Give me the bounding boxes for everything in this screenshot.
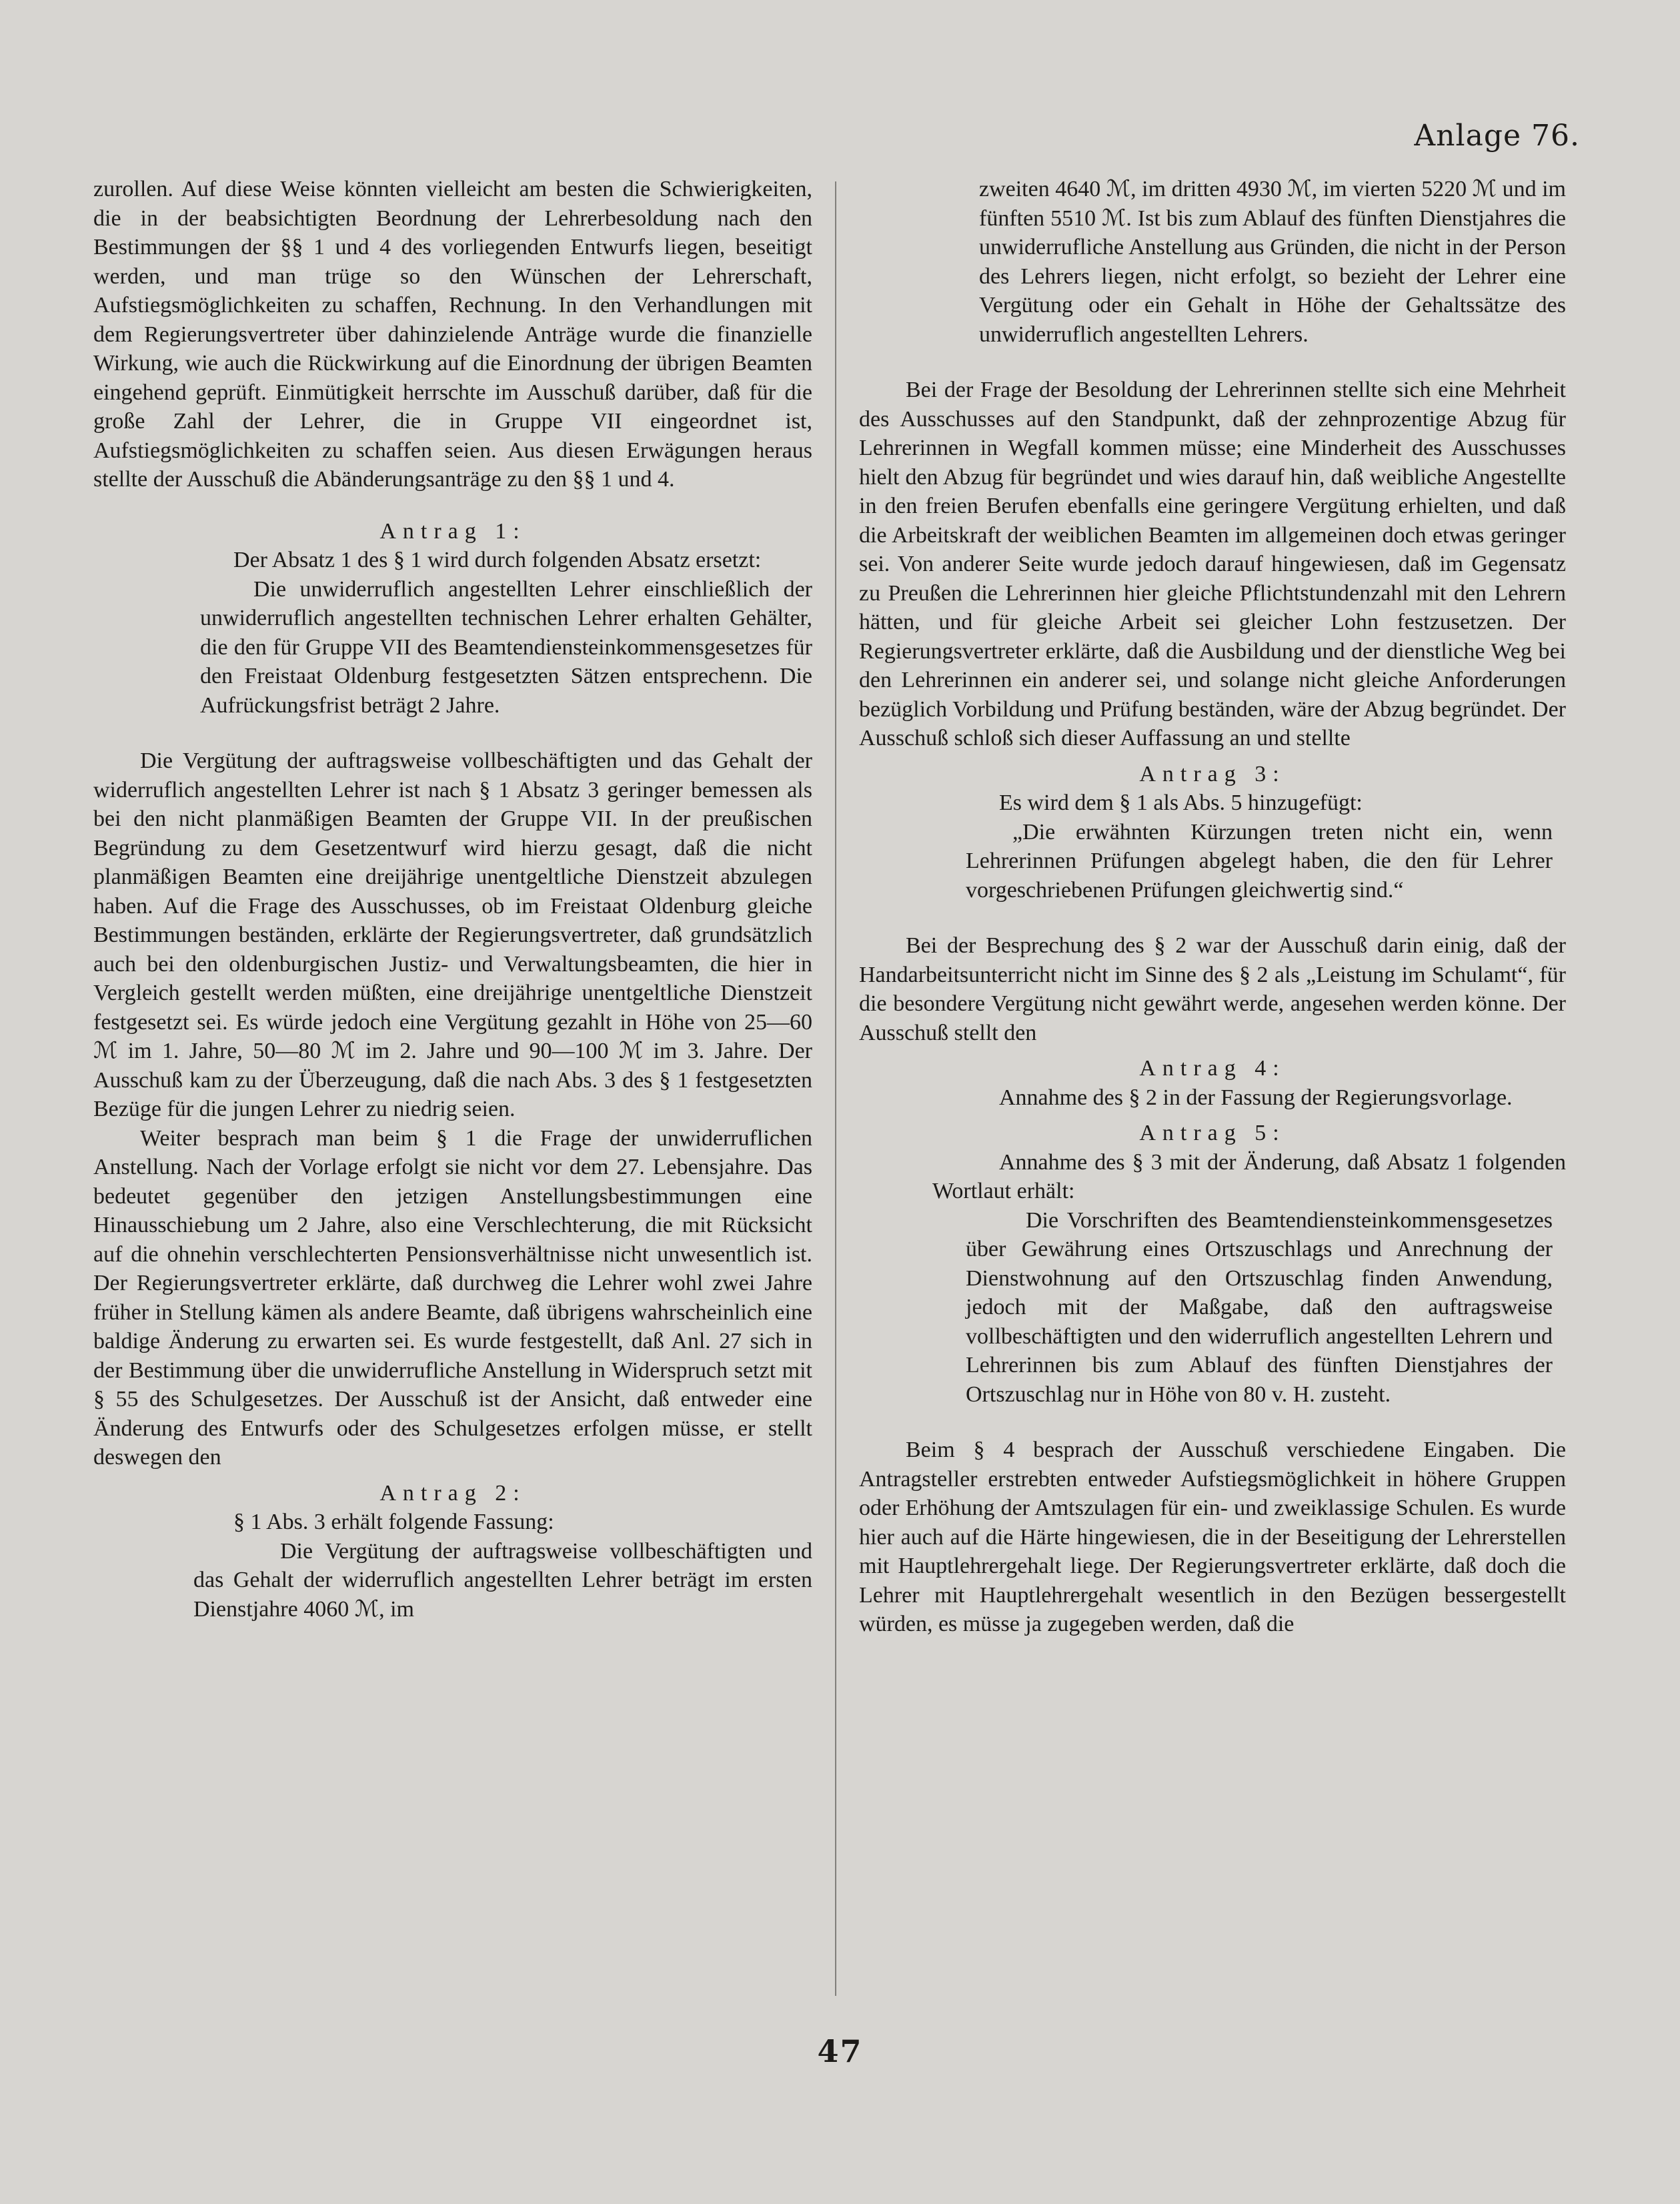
paragraph: Bei der Frage der Besoldung der Lehrerinnen stellte sich eine Mehrheit des Ausschusses auf den Standpunkt, daß der zehnprozentige Abzug für Lehrerinnen in Wegfall kommen müsse; eine Minderheit des Ausschusses hielt den Abzug für begründet und wies darauf hin, daß weibliche Angestellte in den freien Berufen ebenfalls eine geringere Vergütung erhielten, und daß die Arbeitskraft der weiblichen Beamten im allgemeinen doch etwas geringer sei. Von anderer Seite wurde jedoch darauf hingewiesen, daß im Gegensatz zu Preußen die Lehrerinnen hier gleiche Pflichtstundenzahl mit den Lehrern hätten, und für gleiche Arbeit sei gleicher Lohn festzusetzen. Der Regierungsvertreter erklärte, daß die Ausbildung und der dienstliche Weg bei den Lehrerinnen ein anderer sei, und solange nicht gleiche Anforderungen bezüglich Vorbildung und Prüfung beständen, wäre der Abzug begründet. Der Ausschuß schloß sich dieser Auffassung an und stellte xyxy=(859,378,1566,750)
paragraph: Beim § 4 besprach der Ausschuß verschiedene Eingaben. Die Antragsteller erstrebten entweder Aufstiegsmöglichkeit in höhere Gruppen oder Erhöhung der Amtszulagen für ein- und zweiklassige Schulen. Es wurde hier auch auf die Härte hingewiesen, die in der Beseitigung der Lehrerstellen mit Hauptlehrergehalt liege. Der Regierungsvertreter erklärte, daß doch die Lehrer mit Hauptlehrergehalt wesentlich in den Bezügen bessergestellt würden, es müsse ja zugegeben werden, daß die xyxy=(859,1438,1566,1636)
paragraph: Weiter besprach man beim § 1 die Frage der unwiderruflichen Anstellung. Nach der Vorlage erfolgt sie nicht vor dem 27. Lebensjahre. Das bedeutet gegenüber den jetzigen Anstellungsbestimmungen eine Hinausschiebung um 2 Jahre, also eine Verschlechterung, die mit Rücksicht auf die ohnehin verschlechterten Pensionsverhältnisse nicht unwesentlich ist. Der Regierungsvertreter erklärte, daß durchweg die Lehrer wohl zwei Jahre früher in Stellung kämen als andere Beamte, daß übrigens wahrscheinlich eine baldige Änderung zu erwarten sei. Es wurde festgestellt, daß Anl. 27 sich in der Bestimmung über die unwiderrufliche Anstellung in Widerspruch setzt mit § 55 des Schulgesetzes. Der Ausschuß ist der Ansicht, daß entweder eine Änderung des Entwurfs oder des Schulgesetzes erfolgen müsse, er stellt deswegen den xyxy=(93,1125,812,1470)
antrag-5-label: Antrag 5: xyxy=(1139,1121,1286,1145)
anlage-heading: Anlage 76. xyxy=(1414,119,1580,153)
antrag-2-intro: § 1 Abs. 3 erhält folgende Fassung: xyxy=(233,1510,554,1534)
paragraph: zweiten 4640 ℳ, im dritten 4930 ℳ, im vierten 5220 ℳ und im fünften 5510 ℳ. Ist bis zum Ablauf des fünften Dienstjahres die unwiderrufliche Anstellung aus Gründen, die nicht in der Person des Lehrers liegen, nicht erfolgt, so bezieht der Lehrer eine Vergütung oder ein Gehalt in Höhe der Gehaltssätze des unwiderruflich angestellten Lehrers. xyxy=(979,177,1566,347)
antrag-3-label: Antrag 3: xyxy=(1139,761,1286,786)
antrag-1-text: Die unwiderruflich angestellten Lehrer einschließlich der unwiderruflich angestellten technischen Lehrer erhalten Gehälter, die den für Gruppe VII des Beamtendiensteinkommensgesetzes für den Freistaat Oldenburg festgesetzten Sätzen entsprechenn. Die Aufrückungsfrist beträgt 2 Jahre. xyxy=(200,576,812,718)
antrag-2-text: Die Vergütung der auftragsweise vollbeschäftigten und das Gehalt der widerruflich angestellten Lehrer beträgt im ersten Dienstjahre 4060 ℳ, im xyxy=(193,1538,812,1622)
antrag-4-text: Annahme des § 2 in der Fassung der Regierungsvorlage. xyxy=(999,1085,1513,1110)
antrag-1-label: Antrag 1: xyxy=(379,518,526,544)
antrag-4-label: Antrag 4: xyxy=(1139,1056,1286,1081)
paragraph: Bei der Besprechung des § 2 war der Ausschuß darin einig, daß der Handarbeitsunterricht nicht im Sinne des § 2 als „Leistung im Schulamt“, für die besondere Vergütung nicht gewährt werde, angesehen werden könne. Der Ausschuß stellt den xyxy=(859,933,1566,1045)
antrag-3-intro: Es wird dem § 1 als Abs. 5 hinzugefügt: xyxy=(999,790,1363,815)
left-column xyxy=(93,175,812,2004)
paragraph: Die Vergütung der auftragsweise vollbeschäftigten und das Gehalt der widerruflich angestellten Lehrer ist nach § 1 Absatz 3 geringer bemessen als bei den nicht planmäßigen Beamten der Gruppe VII. In der preußischen Begründung zu dem Gesetzentwurf wird hierzu gesagt, daß die nicht planmäßigen Beamten eine dreijährige unentgeltliche Dienstzeit abzulegen haben. Auf die Frage des Ausschusses, ob im Freistaat Oldenburg gleiche Bestimmungen beständen, erklärte der Regierungsvertreter, daß grundsätzlich auch bei den oldenburgischen Justiz- und Verwaltungsbeamten, die hier in Vergleich gestellt werden müßten, eine dreijährige unentgeltliche Dienstzeit festgesetzt sei. Es würde jedoch eine Vergütung gezahlt in Höhe von 25—60 ℳ im 1. Jahre, 50—80 ℳ im 2. Jahre und 90—100 ℳ im 3. Jahre. Der Ausschuß kam zu der Überzeugung, daß die nach Abs. 3 des § 1 festgesetzten Bezüge für die jungen Lehrer zu niedrig seien. xyxy=(93,748,812,1121)
antrag-1-intro: Der Absatz 1 des § 1 wird durch folgenden Absatz ersetzt: xyxy=(233,548,762,572)
antrag-2-label: Antrag 2: xyxy=(379,1480,526,1506)
antrag-5-intro: Annahme des § 3 mit der Änderung, daß Absatz 1 folgenden Wortlaut erhält: xyxy=(932,1149,1566,1203)
page-number: 47 xyxy=(817,2033,863,2069)
paragraph: zurollen. Auf diese Weise könnten vielleicht am besten die Schwierigkeiten, die in der beabsichtigten Beordnung der Lehrerbesoldung nach den Bestimmungen der §§ 1 und 4 des vorliegenden Entwurfs liegen, beseitigt werden, und man trüge so den Wünschen der Lehrerschaft, Aufstiegsmöglichkeiten zu schaffen, Rechnung. In den Verhandlungen mit dem Regierungsvertreter über dahinzielende Anträge wurde die finanzielle Wirkung, wie auch die Rückwirkung auf die Einordnung der übrigen Beamten eingehend geprüft. Einmütigkeit herrschte im Ausschuß darüber, daß für die große Zahl der Lehrer, die in Gruppe VII eingeordnet ist, Aufstiegsmöglichkeiten zu schaffen seien. Aus diesen Erwägungen heraus stellte der Ausschuß die Abänderungsanträge zu den §§ 1 und 4. xyxy=(93,177,812,492)
antrag-3-text: „Die erwähnten Kürzungen treten nicht ein, wenn Lehrerinnen Prüfungen abgelegt haben, die den für Lehrer vorgeschriebenen Prüfungen gleichwertig sind.“ xyxy=(966,819,1553,903)
antrag-5-text: Die Vorschriften des Beamtendiensteinkommensgesetzes über Gewährung eines Ortszuschlags und Anrechnung der Dienstwohnung auf den Ortszuschlag finden Anwendung, jedoch mit der Maßgabe, daß den auftragsweise vollbeschäftigten und den widerruflich angestellten Lehrern und Lehrerinnen bis zum Ablauf des fünften Dienstjahres der Ortszuschlag nur in Höhe von 80 v. H. zusteht. xyxy=(966,1207,1553,1407)
column-divider xyxy=(835,181,836,1996)
right-column xyxy=(859,175,1566,2004)
